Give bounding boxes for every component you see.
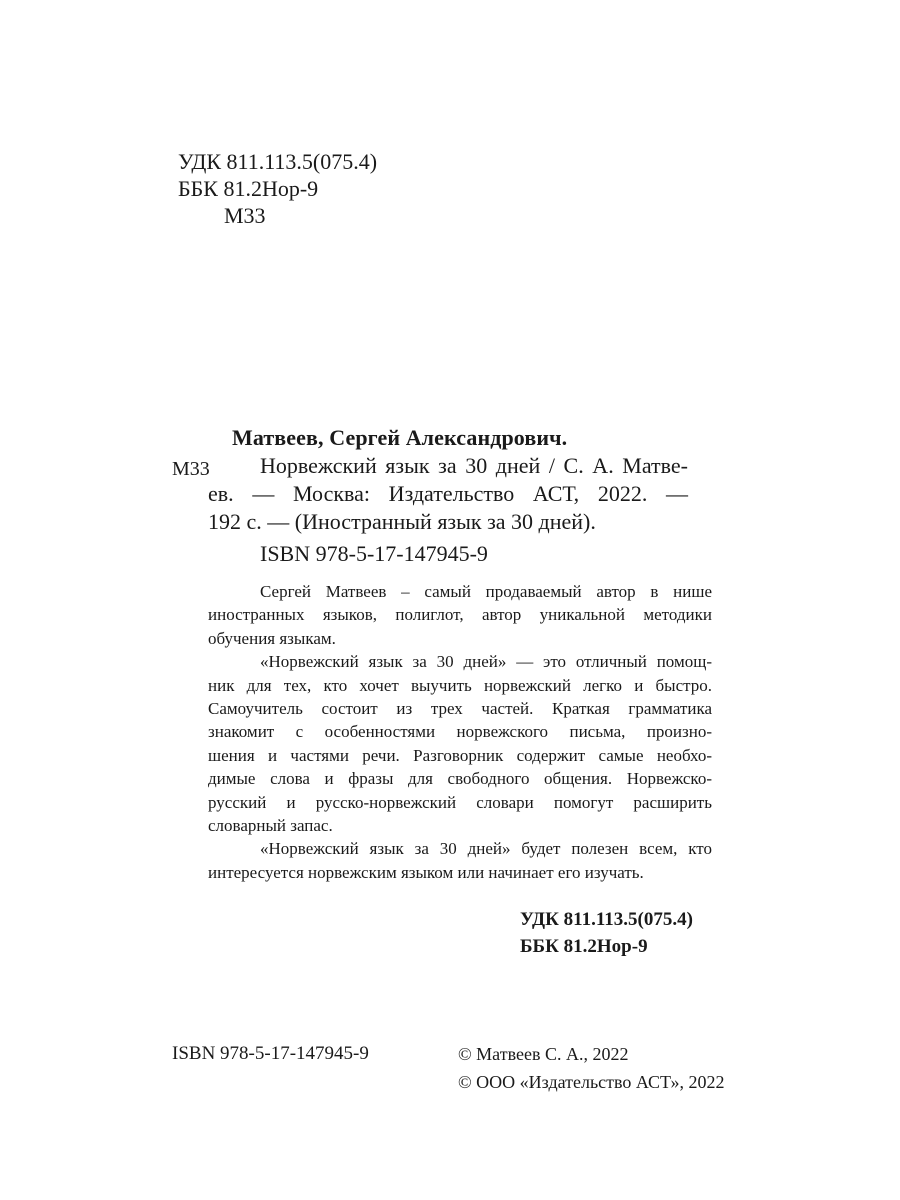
- bibliographic-description: [208, 452, 688, 536]
- catalog-author-mark: М33: [172, 458, 210, 480]
- annotation-line: димые слова и фразы для свободного общения. Норвежско-: [208, 769, 712, 789]
- biblio-line: Норвежский язык за 30 дней / С. А. Матве-: [260, 453, 688, 478]
- annotation-line: Сергей Матвеев – самый продаваемый автор в нише: [260, 582, 712, 601]
- biblio-line: ев. — Москва: Издательство АСТ, 2022. —: [208, 481, 688, 506]
- copyright-author: © Матвеев С. А., 2022: [458, 1044, 629, 1064]
- annotation-line: «Норвежский язык за 30 дней» будет полезен всем, кто: [260, 839, 712, 859]
- catalog-author: Матвеев, Сергей Александрович.: [232, 425, 568, 450]
- bottom-bbk-code: ББК 81.2Нор-9: [520, 936, 648, 957]
- top-bbk-code: ББК 81.2Нор-9: [178, 176, 319, 201]
- footer-isbn: ISBN 978-5-17-147945-9: [172, 1043, 369, 1064]
- annotation-line: «Норвежский язык за 30 дней» — это отличный помощ-: [260, 652, 712, 672]
- annotation-line: ник для тех, кто хочет выучить норвежский легко и быстро.: [208, 675, 712, 695]
- annotation-line: интересуется норвежским языком или начинает его изучать.: [208, 862, 644, 882]
- annotation-line: словарный запас.: [208, 816, 333, 836]
- copyright-publisher: © ООО «Издательство АСТ», 2022: [458, 1072, 725, 1092]
- annotation-line: Самоучитель состоит из трех частей. Краткая грамматика: [208, 699, 712, 719]
- bottom-classification-codes: [520, 906, 693, 960]
- annotation-line: знакомит с особенностями норвежского письма, произно-: [208, 722, 712, 742]
- copyright-block: [458, 1040, 725, 1096]
- annotation-line: русский и русско-норвежский словари помогут расширить: [208, 792, 712, 812]
- annotation-line: обучения языкам.: [208, 628, 336, 648]
- top-classification-codes: [178, 148, 377, 229]
- biblio-line: 192 с. — (Иностранный язык за 30 дней).: [208, 509, 596, 534]
- annotation-line: иностранных языков, полиглот, автор уникальной методики: [208, 605, 712, 625]
- top-author-mark: М33: [224, 203, 266, 228]
- top-udk-code: УДК 811.113.5(075.4): [178, 149, 378, 174]
- annotation: [208, 580, 712, 884]
- bottom-udk-code: УДК 811.113.5(075.4): [520, 909, 693, 930]
- catalog-isbn: ISBN 978-5-17-147945-9: [260, 541, 488, 566]
- annotation-line: шения и частями речи. Разговорник содержит самые необхо-: [208, 745, 712, 765]
